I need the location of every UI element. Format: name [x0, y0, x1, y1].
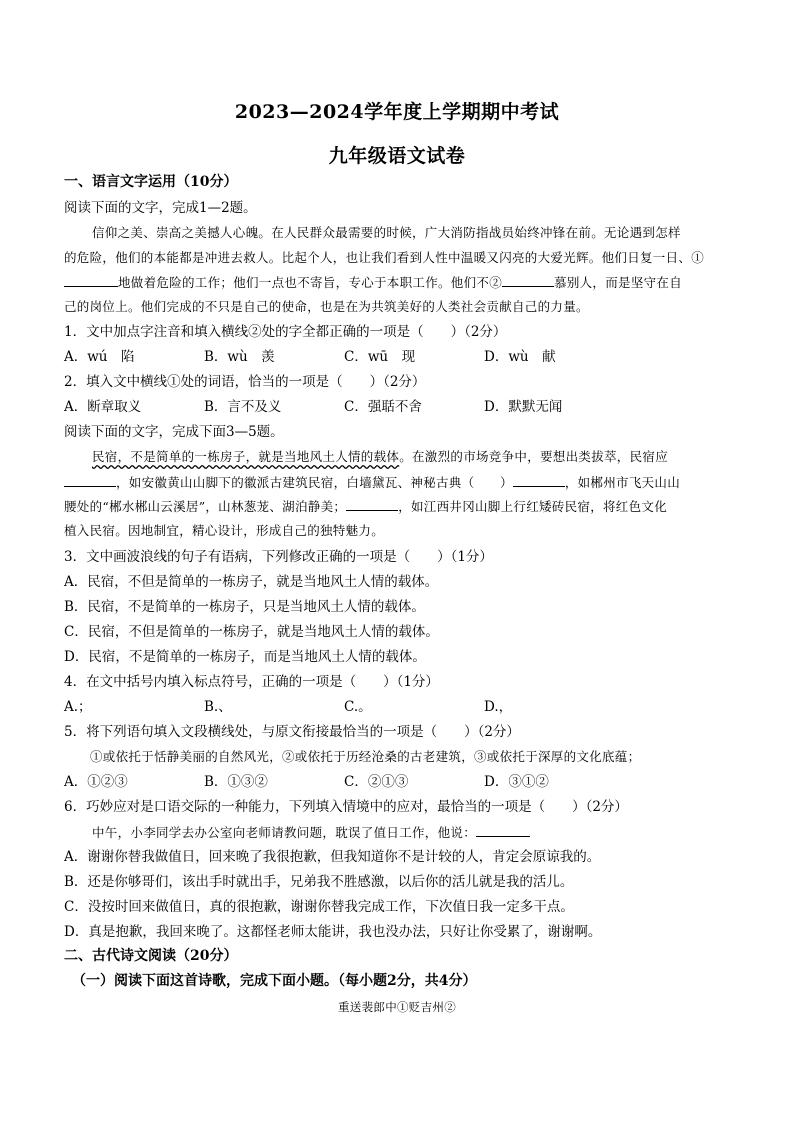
question-5-stem: 5．将下列语句填入文段横线处，与原文衔接最恰当的一项是（ ）（2分）: [64, 724, 520, 740]
question-6-context: 中午，小李同学去办公室向老师请教问题，耽误了值日工作，他说：: [92, 822, 762, 843]
reading-1-line-2: 的危险，他们的本能都是冲进去救人。比起个人，也让我们看到人性中温暖又闪亮的大爱光辉。他们日复一日、①: [64, 250, 705, 265]
wavy-underlined-sentence: 民宿，不是简单的一栋房子，就是当地风土人情的载体: [92, 449, 400, 464]
answer-blank-4: [513, 472, 565, 487]
q6-option-b: B．还是你够哥们，该出手时就出手，兄弟我不胜感激，以后你的活儿就是我的活儿。: [64, 874, 574, 890]
q4-option-b: B.、: [204, 699, 232, 715]
answer-blank-2: [502, 272, 554, 287]
reading-2-intro: 阅读下面的文字，完成下面3—5题。: [64, 424, 284, 440]
question-2-options: [64, 397, 734, 417]
answer-blank-6: [476, 822, 530, 837]
q4-option-a: A.；: [64, 699, 92, 715]
q3-option-a: A．民宿，不但是简单的一栋房子，就是当地风土人情的载体。: [64, 574, 439, 590]
q2-option-d: D．默默无闻: [484, 399, 563, 415]
section-heading-1: 一、语言文字运用（10分）: [64, 174, 238, 190]
q3-option-d: D．民宿，不是简单的一栋房子，而是当地风土人情的载体。: [64, 649, 426, 665]
answer-blank-3: [64, 472, 116, 487]
reading-2-line-2: ，如安徽黄山山脚下的徽派古建筑民宿，白墙黛瓦、神秘古典（ ） ，如郴州市飞天山山: [64, 472, 734, 493]
q4-option-c: C.。: [344, 699, 372, 715]
reading-2-line-4: 植入民宿。因地制宜，精心设计，形成自己的独特魅力。: [64, 523, 385, 538]
q5-option-c: C．②①③: [344, 774, 409, 790]
reading-2-line-3: 腰处的“郴水郴山云溪居”，山林葱茏、湖泊静美； ，如江西井冈山脚上行红矮砖民宿，将红色文化: [64, 496, 734, 517]
q2-option-b: B．言不及义: [204, 399, 282, 415]
exam-subtitle: 九年级语文试卷: [328, 145, 466, 167]
q2-option-c: C．强聒不舍: [344, 399, 422, 415]
q1-option-c: C．wū 现: [344, 349, 416, 365]
question-3-stem: 3．文中画波浪线的句子有语病，下列修改正确的一项是（ ）（1分）: [64, 549, 493, 565]
section-2-subheading: （一）阅读下面这首诗歌，完成下面小题。（每小题2分，共4分）: [72, 973, 477, 989]
question-1-options: [64, 347, 734, 367]
answer-blank-5: [346, 496, 398, 511]
q1-option-d: D．wù 献: [484, 349, 556, 365]
answer-blank-1: [64, 272, 118, 287]
reading-1-line-4: 己的岗位上。他们完成的不只是自己的使命，也是在为共筑美好的人类社会贡献自己的力量。: [64, 299, 589, 314]
q3-option-c: C．民宿，不但是简单的一栋房子，就是当地风土人情的载体。: [64, 624, 439, 640]
question-2-stem: 2．填入文中横线①处的词语，恰当的一项是（ ）（2分）: [64, 374, 426, 390]
q6-option-c: C．没按时回来做值日，真的很抱歉，谢谢你替我完成工作，下次值日我一定多干点。: [64, 899, 574, 915]
reading-1-line-3: 地做着危险的工作；他们一点也不寄旨，专心于本职工作。他们不② 慕别人，而是坚守在自: [64, 272, 734, 293]
q1-option-a: A．wú 陷: [64, 349, 135, 365]
exam-title: 2023—2024学年度上学期期中考试: [234, 101, 560, 123]
section-heading-2: 二、古代诗文阅读（20分）: [64, 948, 238, 964]
q5-option-d: D．③①②: [484, 774, 549, 790]
question-6-stem: 6．巧妙应对是口语交际的一种能力，下列填入情境中的应对，最恰当的一项是（ ）（2分）: [64, 799, 628, 815]
q5-option-b: B．①③②: [204, 774, 268, 790]
reading-1-intro: 阅读下面的文字，完成1—2题。: [64, 200, 257, 216]
q4-option-d: D.，: [484, 699, 513, 715]
reading-1-line-1: 信仰之美、崇高之美撼人心魄。在人民群众最需要的时候，广大消防指战员始终冲锋在前。无论遇到怎样: [92, 225, 681, 240]
q5-option-a: A．①②③: [64, 774, 128, 790]
question-4-stem: 4．在文中括号内填入标点符号，正确的一项是（ ）（1分）: [64, 674, 439, 690]
question-4-options: [64, 697, 734, 717]
question-1-stem: 1．文中加点字注音和填入横线②处的字全都正确的一项是（ ）（2分）: [64, 324, 507, 340]
q2-option-a: A．断章取义: [64, 399, 142, 415]
q6-option-a: A．谢谢你替我做值日，回来晚了我很抱歉，但我知道你不是计较的人，肯定会原谅我的。: [64, 849, 601, 865]
question-5-sentences: ①或依托于恬静美丽的自然风光，②或依托于历经沧桑的古老建筑，③或依托于深厚的文化底蕴；: [90, 749, 641, 764]
q6-option-d: D．真是抱歉，我回来晚了。这都怪老师太能讲，我也没办法，只好让你受累了，谢谢啊。: [64, 924, 602, 940]
q1-option-b: B．wù 羡: [204, 349, 275, 365]
poem-title: 重送裴郎中①贬吉州②: [338, 1000, 456, 1014]
q3-option-b: B．民宿，不是简单的一栋房子，只是当地风土人情的载体。: [64, 599, 425, 615]
reading-2-line-1: 民宿，不是简单的一栋房子，就是当地风土人情的载体。在激烈的市场竞争中，要想出类拔萃，民宿应: [92, 449, 669, 464]
question-5-options: [64, 772, 734, 792]
